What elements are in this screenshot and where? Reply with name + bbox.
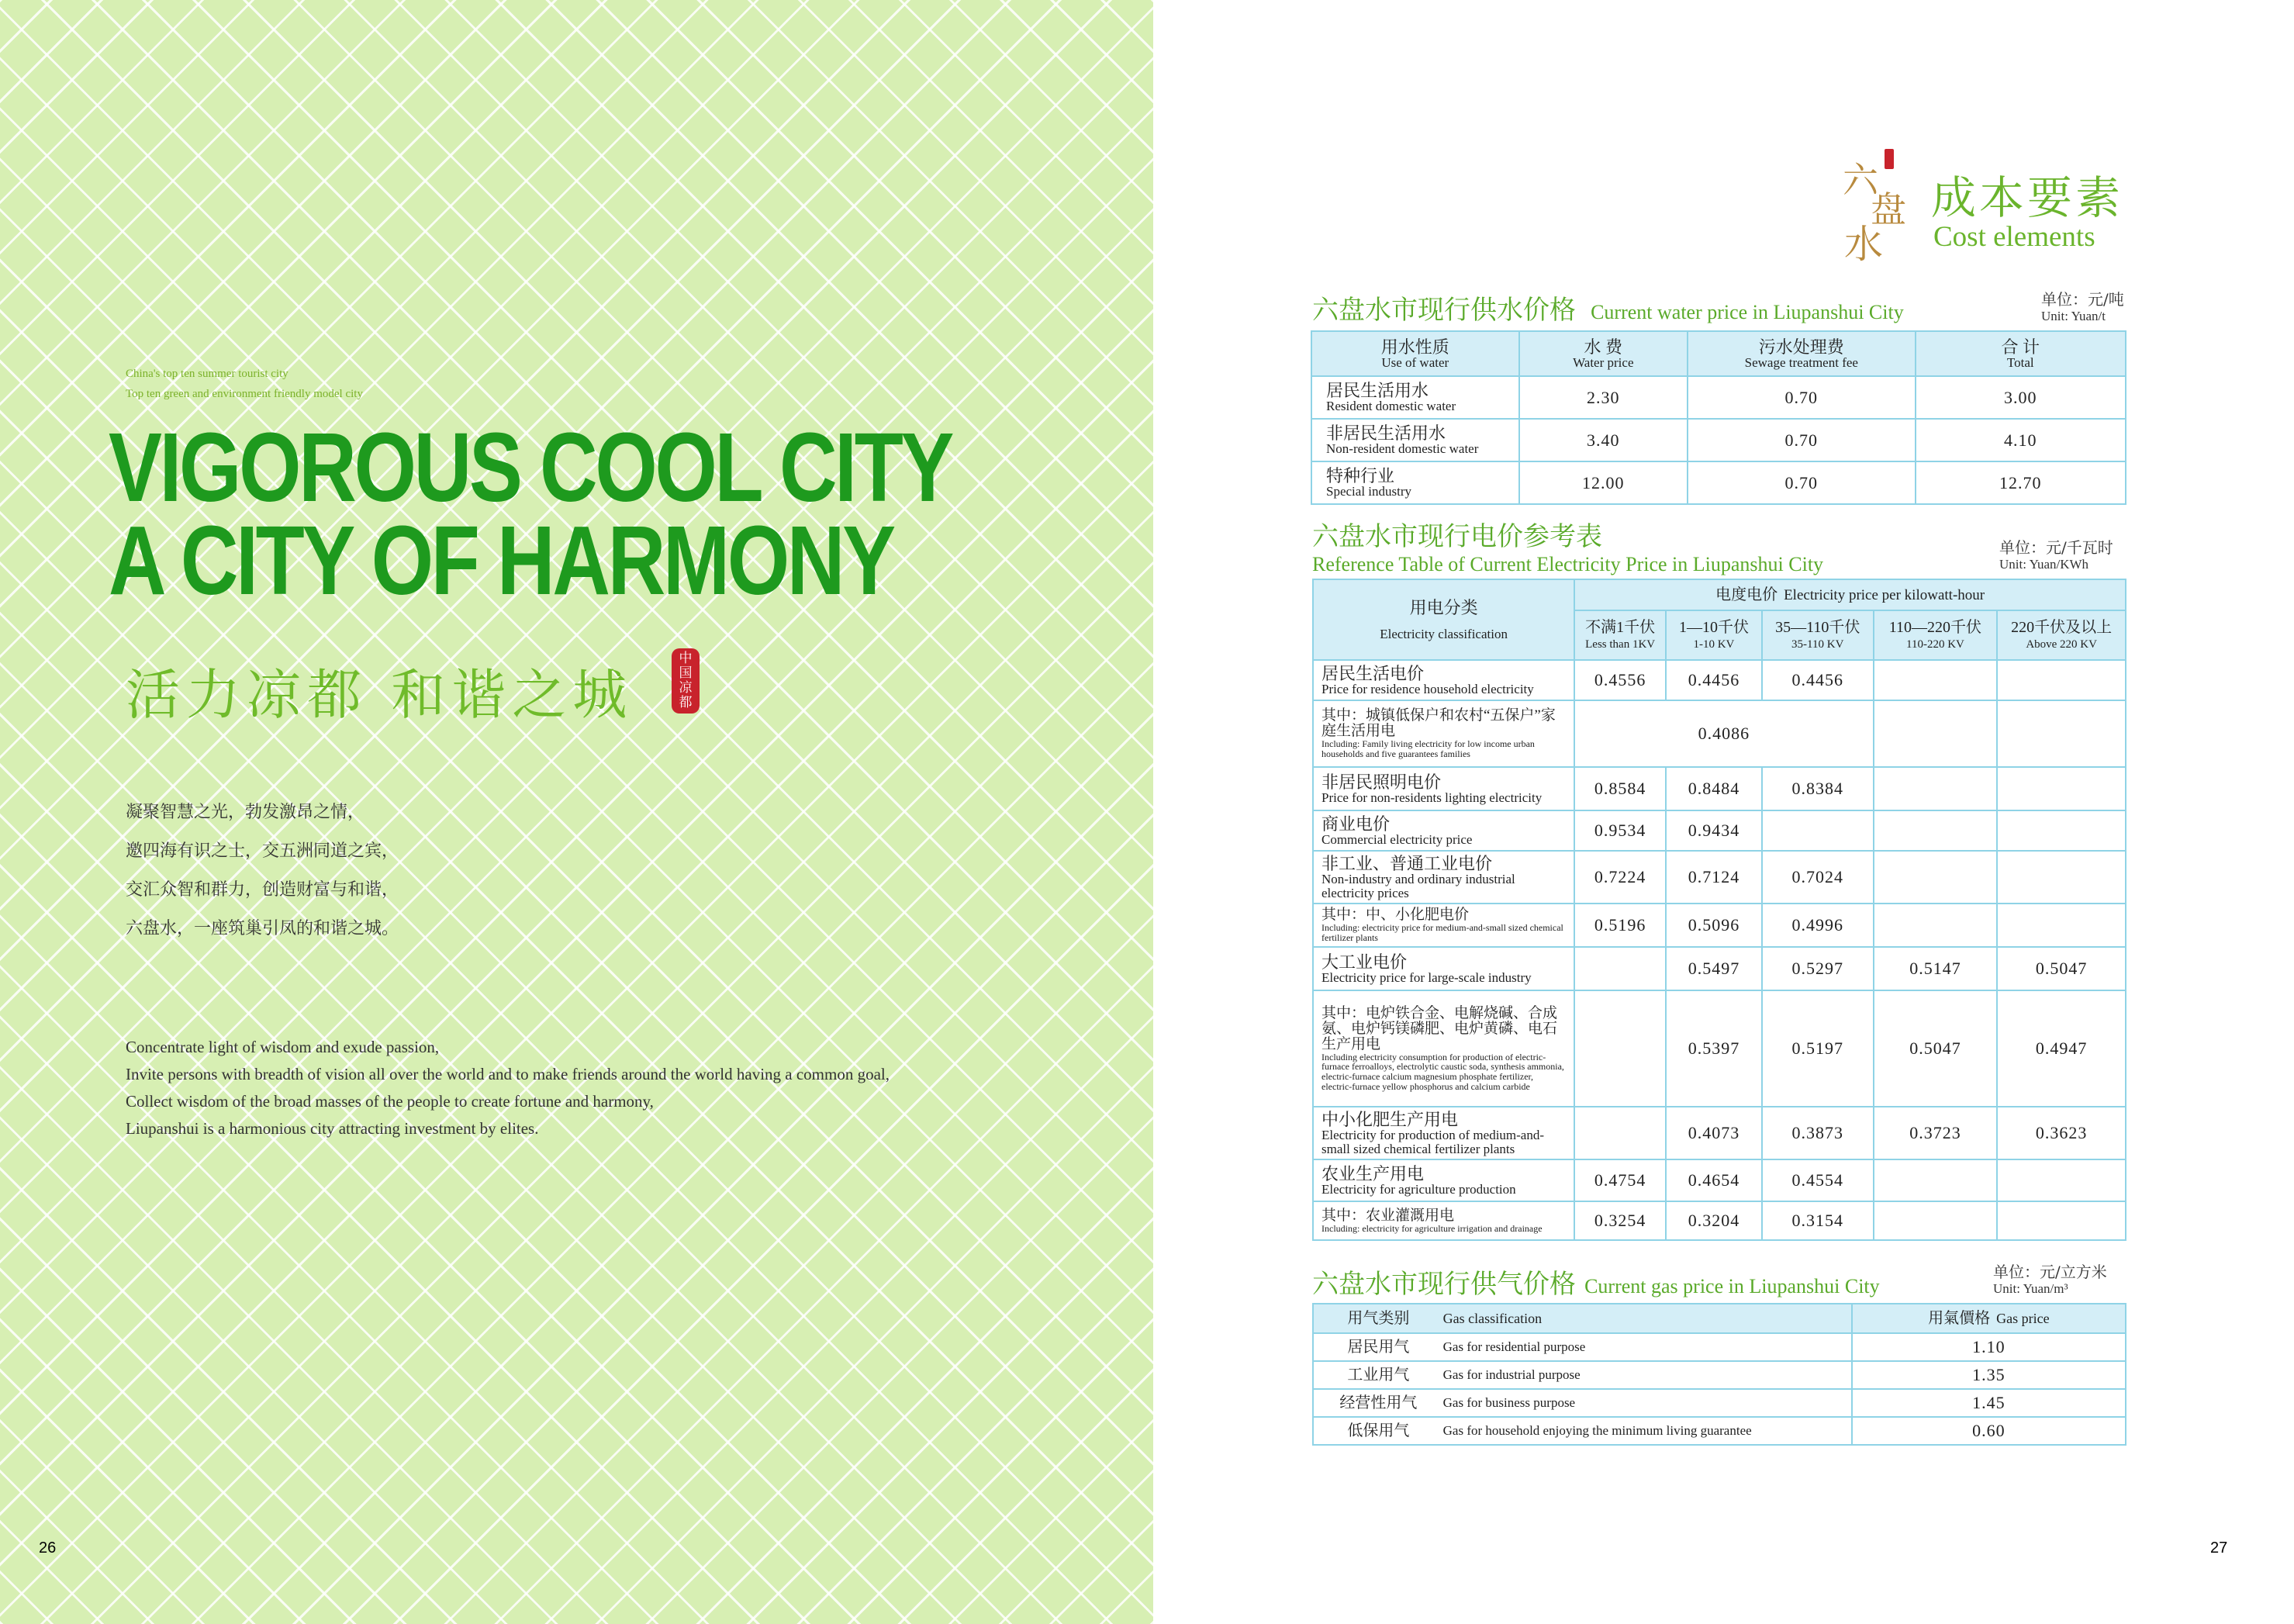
- seal-character: 国: [679, 665, 693, 681]
- value-cell: 0.4456: [1666, 660, 1762, 700]
- table-row: [1313, 904, 2126, 947]
- value-cell: 0.4996: [1762, 904, 1874, 947]
- water-title-cn: 六盘水市现行供水价格: [1312, 295, 1576, 326]
- header-cell: 污水处理费 Sewage treatment fee: [1688, 331, 1915, 376]
- chinese-slogan: 活力凉都 和谐之城: [126, 663, 634, 727]
- value-cell: 0.5497: [1666, 947, 1762, 990]
- poem-cn-line: 六盘水，一座筑巢引凤的和谐之城。: [126, 919, 399, 938]
- value-cell: 1.45: [1852, 1389, 2126, 1417]
- value-cell: 0.5047: [1874, 990, 1998, 1107]
- page-number-right: 27: [2210, 1539, 2228, 1557]
- row-label: 非工业、普通工业电价 Non-industry and ordinary industrial electricity prices: [1313, 851, 1574, 904]
- row-label: 其中：电炉铁合金、电解烧碱、合成氨、电炉钙镁磷肥、电炉黄磷、电石生产用电 Including electricity consumption for production of electric-furnace ferroalloys, electrolytic caustic soda, synthesis ammonia, electric-furnace calcium magnesium phosphate fertilizer, electric-furnace yellow phosphorus and calcium carbide: [1313, 990, 1574, 1107]
- seal-character: 中: [679, 651, 693, 666]
- value-cell: [1874, 1159, 1998, 1201]
- row-label: 中小化肥生产用电 Electricity for production of medium-and-small sized chemical fertilizer plants: [1313, 1107, 1574, 1159]
- value-cell: [1997, 904, 2126, 947]
- value-cell: 0.5196: [1574, 904, 1666, 947]
- svg-text:盘: 盘: [1871, 188, 1906, 230]
- value-cell: 0.3623: [1997, 1107, 2126, 1159]
- value-cell: 0.4654: [1666, 1159, 1762, 1201]
- gas-unit-cn: 单位：元/立方米: [1993, 1263, 2107, 1281]
- header-cell: 35—110千伏 35-110 KV: [1762, 610, 1874, 660]
- poem-en-line: Concentrate light of wisdom and exude passion,: [126, 1038, 440, 1056]
- seal-character: 都: [679, 695, 693, 710]
- poem-en-line: Invite persons with breadth of vision all over the world and to make friends around the world having a common goal,: [126, 1065, 890, 1083]
- value-cell: 0.4947: [1997, 990, 2126, 1107]
- table-row: [1313, 990, 2126, 1107]
- poem-en-line: Collect wisdom of the broad masses of the people to create fortune and harmony,: [126, 1092, 654, 1111]
- row-label: 其中：农业灌溉用电 Including: electricity for agriculture irrigation and drainage: [1313, 1201, 1574, 1240]
- gas-price-table: [1312, 1303, 2126, 1446]
- value-cell: [1997, 1159, 2126, 1201]
- value-cell: 0.8384: [1762, 767, 1874, 810]
- header-cell: 合 计 Total: [1916, 331, 2126, 376]
- table-row: [1313, 1159, 2126, 1201]
- table-row: [1313, 660, 2126, 700]
- value-cell: 0.5096: [1666, 904, 1762, 947]
- header-cell: 水 费 Water price: [1519, 331, 1688, 376]
- row-label: 商业电价 Commercial electricity price: [1313, 810, 1574, 851]
- electricity-title-en: Reference Table of Current Electricity Price in Liupanshui City: [1312, 553, 1824, 575]
- value-cell: [1997, 1201, 2126, 1240]
- table-row: [1313, 810, 2126, 851]
- value-cell: 0.3204: [1666, 1201, 1762, 1240]
- section-title-en: Cost elements: [1933, 221, 2095, 253]
- row-label: 其中：中、小化肥电价 Including: electricity price for medium-and-small sized chemical fertilizer plants: [1313, 904, 1574, 947]
- header-cell: 用氣價格 Gas price: [1852, 1304, 2126, 1333]
- electricity-title: [1312, 515, 1823, 576]
- electricity-price-table: [1312, 579, 2126, 1241]
- value-cell: [1874, 767, 1998, 810]
- value-cell: 0.8584: [1574, 767, 1666, 810]
- svg-text:水: 水: [1844, 222, 1883, 264]
- liupanshui-logo-icon: [1838, 147, 1916, 264]
- row-label: 农业生产用电 Electricity for agriculture production: [1313, 1159, 1574, 1201]
- row-label-cn: 低保用气: [1313, 1417, 1443, 1445]
- table-row: [1313, 767, 2126, 810]
- value-cell: [1874, 700, 1998, 767]
- gas-unit-en: Unit: Yuan/m³: [1993, 1281, 2068, 1296]
- value-cell: [1997, 700, 2126, 767]
- table-header-row: [1313, 579, 2126, 610]
- poem-cn-line: 交汇众智和群力，创造财富与和谐，: [126, 880, 399, 900]
- row-label-en: Gas for industrial purpose: [1443, 1361, 1852, 1389]
- value-cell: 0.70: [1688, 461, 1915, 504]
- value-cell: [1874, 660, 1998, 700]
- row-label-cn: 经营性用气: [1313, 1389, 1443, 1417]
- value-cell: 0.5147: [1874, 947, 1998, 990]
- table-row: [1313, 700, 2126, 767]
- value-cell: 0.3723: [1874, 1107, 1998, 1159]
- poem-en-line: Liupanshui is a harmonious city attracting investment by elites.: [126, 1119, 539, 1138]
- row-label: 其中：城镇低保户和农村“五保户”家庭生活用电 Including: Family living electricity for low income urban households and five guarantees families: [1313, 700, 1574, 767]
- water-unit: [2041, 287, 2124, 323]
- table-row: [1311, 376, 2126, 419]
- value-cell: [1874, 810, 1998, 851]
- value-cell: 0.5197: [1762, 990, 1874, 1107]
- table-header-row: [1311, 331, 2126, 376]
- row-label: 特种行业 Special industry: [1311, 461, 1519, 504]
- value-cell: 0.7224: [1574, 851, 1666, 904]
- seal-stamp: [672, 648, 700, 714]
- value-cell: [1874, 1201, 1998, 1240]
- value-cell: 0.3873: [1762, 1107, 1874, 1159]
- value-cell: [1874, 851, 1998, 904]
- header-cell: 用电分类 Electricity classification: [1313, 579, 1574, 660]
- value-cell: 0.5047: [1997, 947, 2126, 990]
- value-cell: 0.70: [1688, 419, 1915, 461]
- water-unit-en: Unit: Yuan/t: [2041, 309, 2106, 323]
- value-cell: 0.4456: [1762, 660, 1874, 700]
- value-cell: [1997, 810, 2126, 851]
- row-label-cn: 居民用气: [1313, 1333, 1443, 1361]
- poem-cn-line: 邀四海有识之士，交五洲同道之宾，: [126, 841, 399, 861]
- value-cell: 0.4556: [1574, 660, 1666, 700]
- tagline-green-city: Top ten green and environment friendly model city: [126, 388, 363, 400]
- value-cell: 0.3254: [1574, 1201, 1666, 1240]
- water-title-en: Current water price in Liupanshui City: [1591, 301, 1904, 323]
- value-cell: 0.9534: [1574, 810, 1666, 851]
- value-cell: 0.9434: [1666, 810, 1762, 851]
- value-cell: 2.30: [1519, 376, 1688, 419]
- value-cell: 0.4754: [1574, 1159, 1666, 1201]
- tagline-summer-city: China's top ten summer tourist city: [126, 368, 288, 380]
- table-row: [1313, 947, 2126, 990]
- value-cell-merged: 0.4086: [1574, 700, 1873, 767]
- row-label: 非居民生活用水 Non-resident domestic water: [1311, 419, 1519, 461]
- value-cell: [1997, 767, 2126, 810]
- table-row: [1313, 851, 2126, 904]
- svg-text:六: 六: [1843, 159, 1878, 201]
- value-cell: 0.8484: [1666, 767, 1762, 810]
- row-label: 非居民照明电价 Price for non-residents lighting electricity: [1313, 767, 1574, 810]
- electricity-unit-cn: 单位：元/千瓦时: [1999, 538, 2113, 557]
- value-cell: 0.5397: [1666, 990, 1762, 1107]
- header-cell: 110—220千伏 110-220 KV: [1874, 610, 1998, 660]
- value-cell: 0.4073: [1666, 1107, 1762, 1159]
- gas-title-cn: 六盘水市现行供气价格: [1312, 1269, 1576, 1300]
- row-label: 居民生活用水 Resident domestic water: [1311, 376, 1519, 419]
- value-cell: 12.70: [1916, 461, 2126, 504]
- value-cell: 1.10: [1852, 1333, 2126, 1361]
- value-cell: 0.5297: [1762, 947, 1874, 990]
- value-cell: 3.00: [1916, 376, 2126, 419]
- header-cell: 不满1千伏 Less than 1KV: [1574, 610, 1666, 660]
- electricity-title-cn: 六盘水市现行电价参考表: [1312, 521, 1602, 552]
- header-cell: 电度电价 Electricity price per kilowatt-hour: [1574, 579, 2126, 610]
- value-cell: 1.35: [1852, 1361, 2126, 1389]
- page-number-left: 26: [39, 1539, 57, 1557]
- headline-line-1: VIGOROUS COOL CITY: [109, 413, 952, 522]
- value-cell: 0.7024: [1762, 851, 1874, 904]
- electricity-unit-en: Unit: Yuan/KWh: [1999, 557, 2089, 572]
- value-cell: 4.10: [1916, 419, 2126, 461]
- value-cell: [1874, 904, 1998, 947]
- gas-title-en: Current gas price in Liupanshui City: [1584, 1275, 1880, 1297]
- electricity-unit: [1999, 535, 2113, 572]
- value-cell: [1574, 947, 1666, 990]
- header-cell: 220千伏及以上 Above 220 KV: [1997, 610, 2126, 660]
- value-cell: 3.40: [1519, 419, 1688, 461]
- row-label: 大工业电价 Electricity price for large-scale industry: [1313, 947, 1574, 990]
- table-row: [1313, 1333, 2126, 1361]
- section-title-cn: 成本要素: [1931, 171, 2124, 224]
- value-cell: 0.70: [1688, 376, 1915, 419]
- row-label-en: Gas for household enjoying the minimum living guarantee: [1443, 1417, 1852, 1445]
- value-cell: 0.7124: [1666, 851, 1762, 904]
- table-row: [1311, 461, 2126, 504]
- water-title: [1312, 289, 1904, 327]
- value-cell: 0.4554: [1762, 1159, 1874, 1201]
- table-row: [1313, 1107, 2126, 1159]
- value-cell: [1574, 1107, 1666, 1159]
- value-cell: 12.00: [1519, 461, 1688, 504]
- gas-unit: [1993, 1259, 2107, 1296]
- value-cell: [1574, 990, 1666, 1107]
- headline-line-2: A CITY OF HARMONY: [109, 506, 893, 615]
- gas-title: [1312, 1263, 1880, 1301]
- row-label-en: Gas for business purpose: [1443, 1389, 1852, 1417]
- row-label-cn: 工业用气: [1313, 1361, 1443, 1389]
- table-row: [1313, 1201, 2126, 1240]
- table-row: [1313, 1417, 2126, 1445]
- header-cell: 1—10千伏 1-10 KV: [1666, 610, 1762, 660]
- value-cell: [1997, 851, 2126, 904]
- value-cell: 0.3154: [1762, 1201, 1874, 1240]
- table-row: [1311, 419, 2126, 461]
- water-price-table: [1311, 330, 2126, 505]
- water-unit-cn: 单位：元/吨: [2041, 290, 2124, 309]
- poem-cn-line: 凝聚智慧之光，勃发激昂之情，: [126, 803, 365, 822]
- header-cell: 用气类别: [1313, 1304, 1443, 1333]
- header-cell: 用水性质 Use of water: [1311, 331, 1519, 376]
- value-cell: [1997, 660, 2126, 700]
- table-row: [1313, 1361, 2126, 1389]
- value-cell: 0.60: [1852, 1417, 2126, 1445]
- seal-character: 凉: [679, 680, 693, 696]
- header-cell: Gas classification: [1443, 1304, 1852, 1333]
- table-header-row: [1313, 1304, 2126, 1333]
- row-label: 居民生活电价 Price for residence household electricity: [1313, 660, 1574, 700]
- value-cell: [1762, 810, 1874, 851]
- row-label-en: Gas for residential purpose: [1443, 1333, 1852, 1361]
- table-row: [1313, 1389, 2126, 1417]
